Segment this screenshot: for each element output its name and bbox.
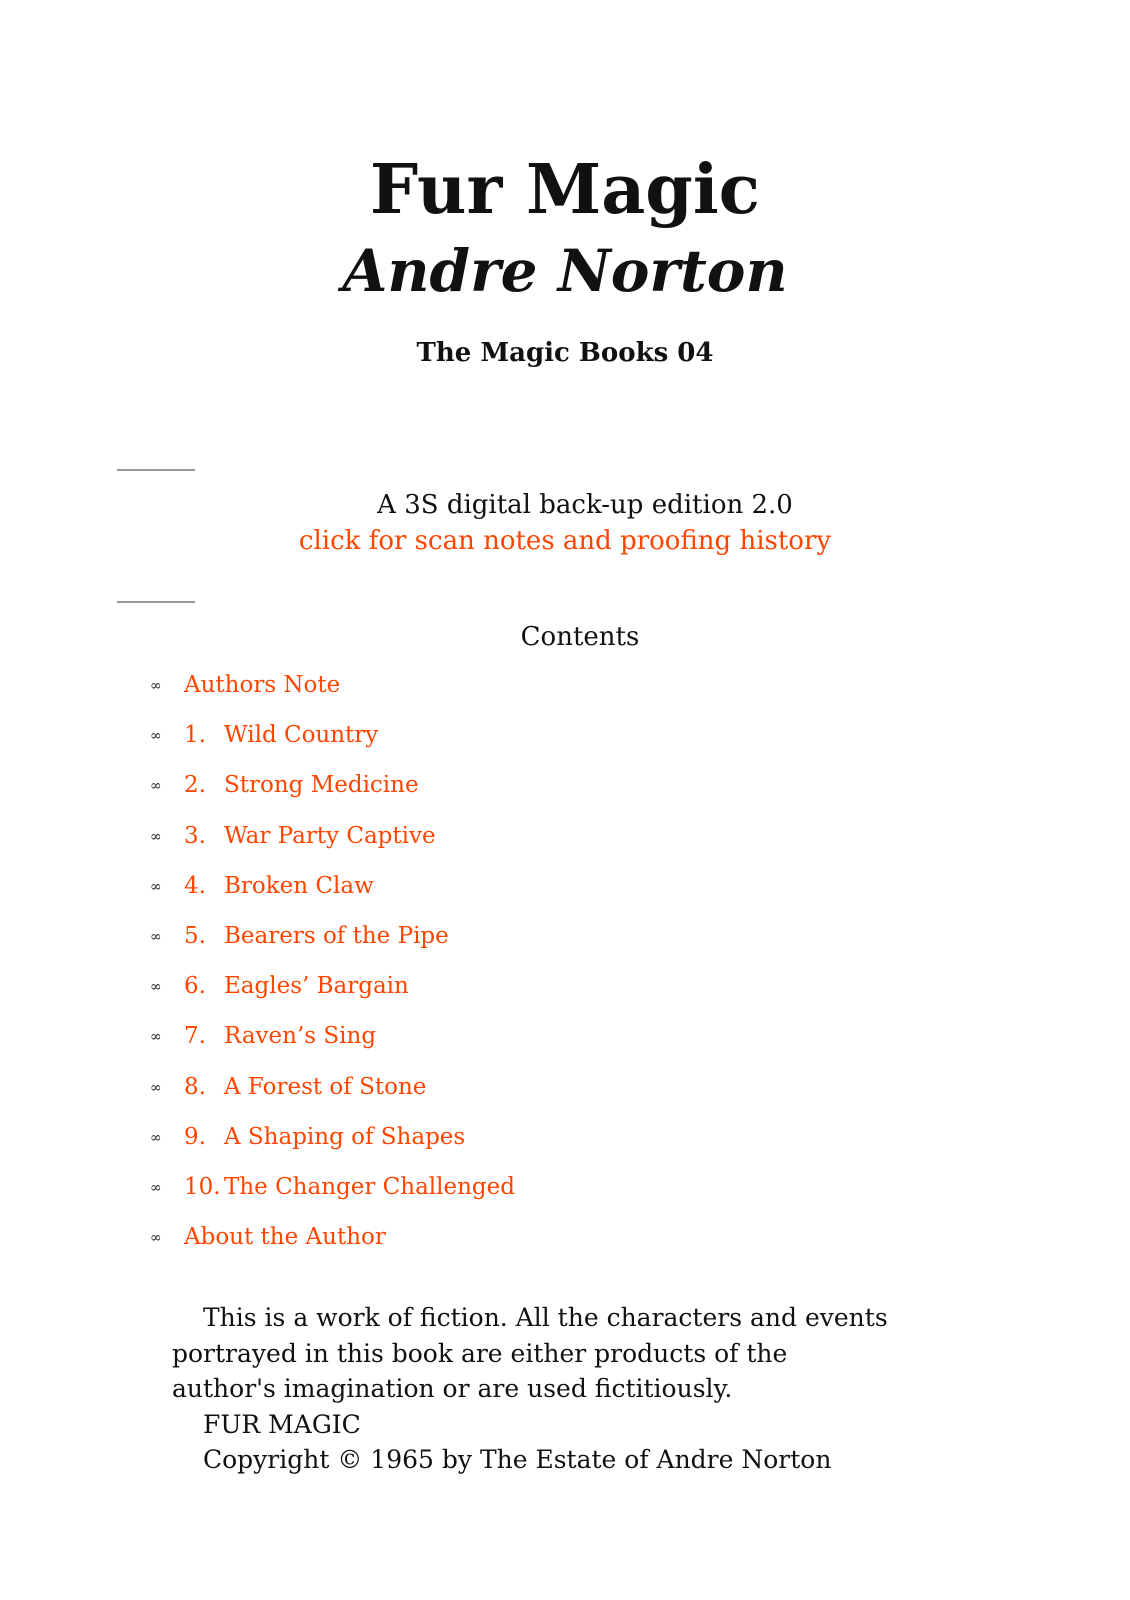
toc-link[interactable] <box>184 772 419 798</box>
chapter-number: 10. <box>184 1173 221 1200</box>
infinity-bullet-icon: ∞ <box>150 728 162 745</box>
chapter-title: Eagles’ Bargain <box>224 973 409 1000</box>
chapter-title: A Forest of Stone <box>224 1073 427 1100</box>
chapter-title: Strong Medicine <box>224 772 419 799</box>
toc-item <box>150 1224 515 1274</box>
infinity-bullet-icon: ∞ <box>150 979 162 996</box>
toc-item <box>150 772 515 822</box>
chapter-title: About the Author <box>184 1224 386 1251</box>
scan-notes-link[interactable]: click for scan notes and proofing history <box>298 526 832 556</box>
toc-item <box>150 672 515 722</box>
copyright: Copyright © 1965 by The Estate of Andre Norton <box>203 1445 832 1474</box>
infinity-bullet-icon: ∞ <box>150 1230 162 1247</box>
chapter-number: 3. <box>184 822 206 849</box>
toc-item <box>150 722 515 772</box>
toc-link[interactable] <box>184 1124 465 1150</box>
infinity-bullet-icon: ∞ <box>150 778 162 795</box>
toc-item <box>150 1174 515 1224</box>
chapter-number: 9. <box>184 1123 206 1150</box>
infinity-bullet-icon: ∞ <box>150 1079 162 1096</box>
infinity-bullet-icon: ∞ <box>150 878 162 895</box>
infinity-bullet-icon: ∞ <box>150 678 162 694</box>
chapter-number: 5. <box>184 922 206 949</box>
toc-link[interactable] <box>184 1074 426 1100</box>
infinity-bullet-icon: ∞ <box>150 1179 162 1196</box>
legal-notice <box>172 1300 892 1478</box>
chapter-title: Raven’s Sing <box>224 1023 377 1050</box>
toc-item <box>150 823 515 873</box>
book-name: FUR MAGIC <box>203 1409 361 1439</box>
toc-item <box>150 1074 515 1124</box>
chapter-title: War Party Captive <box>224 822 436 849</box>
chapter-number: 2. <box>184 772 206 799</box>
toc-item <box>150 1023 515 1073</box>
divider <box>117 601 195 603</box>
infinity-bullet-icon: ∞ <box>150 928 162 945</box>
toc-link[interactable] <box>184 823 436 849</box>
toc-item <box>150 923 515 973</box>
chapter-number: 7. <box>184 1023 206 1050</box>
chapter-number: 8. <box>184 1073 206 1100</box>
chapter-title: Authors Note <box>184 672 341 698</box>
toc-link[interactable] <box>184 973 409 999</box>
contents-heading: Contents <box>520 622 640 652</box>
toc-link[interactable] <box>184 1224 386 1250</box>
chapter-title: The Changer Challenged <box>224 1173 515 1200</box>
toc-item <box>150 973 515 1023</box>
toc-link[interactable] <box>184 722 378 748</box>
infinity-bullet-icon: ∞ <box>150 1029 162 1046</box>
fiction-disclaimer: This is a work of fiction. All the characters and events portrayed in this book are either products of the author's imagination or are used fictitiously. <box>172 1303 888 1403</box>
book-title: Fur Magic <box>369 150 761 230</box>
series-name: The Magic Books 04 <box>416 338 714 368</box>
toc-link[interactable] <box>184 1023 376 1049</box>
chapter-title: Bearers of the Pipe <box>224 922 449 949</box>
toc-item <box>150 1124 515 1174</box>
toc-link[interactable] <box>184 923 449 949</box>
infinity-bullet-icon: ∞ <box>150 1129 162 1146</box>
infinity-bullet-icon: ∞ <box>150 828 162 845</box>
book-author: Andre Norton <box>342 237 788 305</box>
edition-text: A 3S digital back-up edition 2.0 <box>377 490 793 520</box>
toc-link[interactable] <box>184 672 340 698</box>
divider <box>117 469 195 471</box>
chapter-title: A Shaping of Shapes <box>224 1123 466 1150</box>
chapter-number: 1. <box>184 722 206 749</box>
toc-link[interactable] <box>184 1174 515 1200</box>
chapter-number: 4. <box>184 872 206 899</box>
toc-link[interactable] <box>184 873 374 899</box>
chapter-title: Wild Country <box>224 722 379 749</box>
table-of-contents <box>150 672 515 1274</box>
scan-notes-container <box>0 526 1130 556</box>
toc-item <box>150 873 515 923</box>
chapter-number: 6. <box>184 973 206 1000</box>
chapter-title: Broken Claw <box>224 872 374 899</box>
